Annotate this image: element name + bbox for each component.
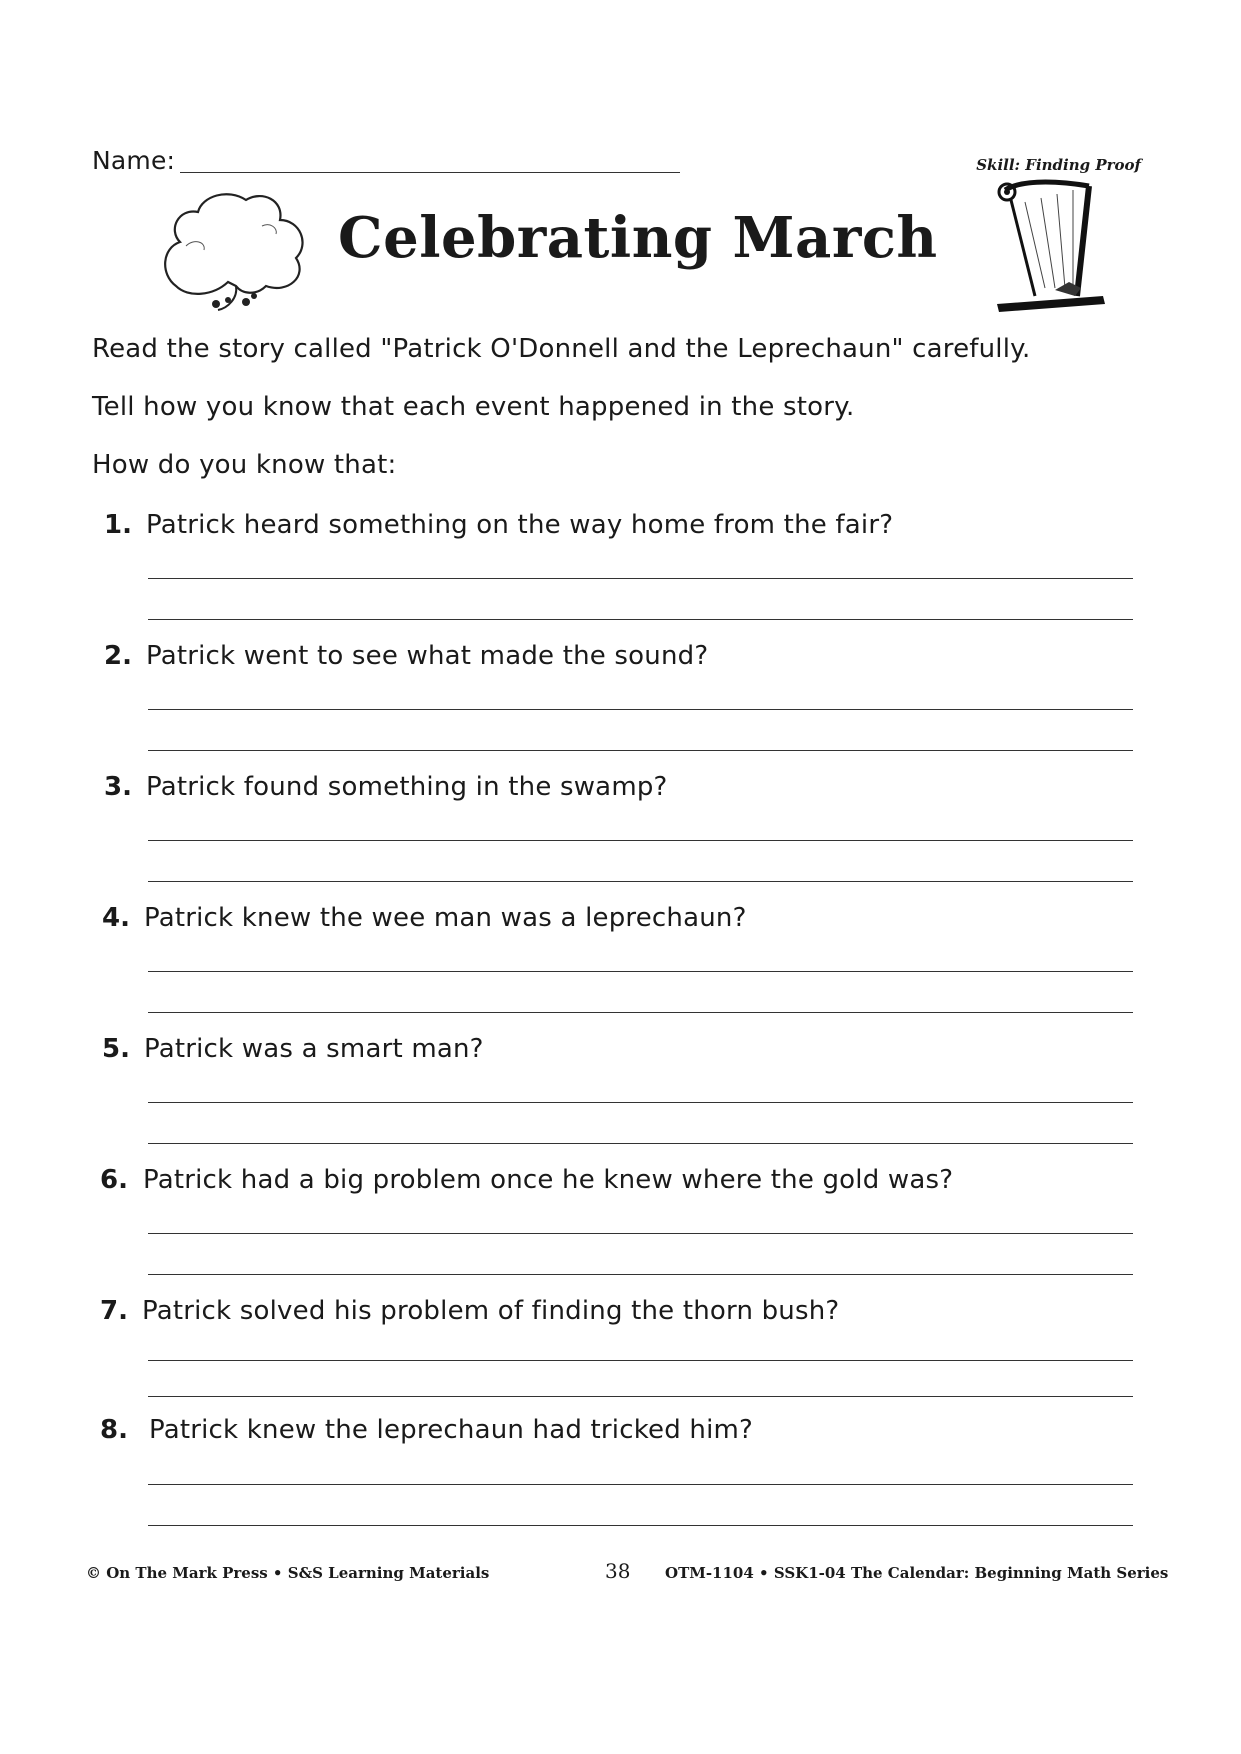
answer-line[interactable] [148,578,1133,579]
question-number: 2. [104,641,132,671]
question-number: 6. [100,1165,128,1195]
answer-line[interactable] [148,1102,1133,1103]
answer-line[interactable] [148,1396,1133,1397]
footer-publisher: © On The Mark Press • S&S Learning Materials [86,1564,490,1582]
answer-line[interactable] [148,619,1133,620]
question-number: 3. [104,772,132,802]
answer-line[interactable] [148,709,1133,710]
answer-line[interactable] [148,1274,1133,1275]
shamrock-icon [158,186,316,314]
name-field-line[interactable] [180,172,680,173]
question-number: 5. [102,1034,130,1064]
page-number: 38 [605,1559,631,1583]
answer-line[interactable] [148,1525,1133,1526]
answer-line[interactable] [148,1360,1133,1361]
answer-line[interactable] [148,750,1133,751]
question-text: Patrick went to see what made the sound? [146,641,709,671]
question-text: Patrick was a smart man? [144,1034,484,1064]
name-label: Name: [92,146,176,175]
answer-line[interactable] [148,881,1133,882]
footer-series: OTM-1104 • SSK1-04 The Calendar: Beginning Math Series [665,1564,1169,1582]
skill-label: Skill: Finding Proof [976,156,1141,174]
question-number: 1. [104,510,132,540]
question-number: 7. [100,1296,128,1326]
question-text: Patrick knew the wee man was a leprechaun? [144,903,747,933]
question-text: Patrick found something in the swamp? [146,772,668,802]
page-title: Celebrating March [338,205,938,271]
answer-line[interactable] [148,971,1133,972]
question-text: Patrick had a big problem once he knew where the gold was? [143,1165,954,1195]
question-number: 4. [102,903,130,933]
question-text: Patrick knew the leprechaun had tricked him? [149,1415,754,1445]
instruction-1: Read the story called "Patrick O'Donnell and the Leprechaun" carefully. [92,334,1031,364]
question-number: 8. [100,1415,128,1445]
question-text: Patrick heard something on the way home from the fair? [146,510,894,540]
answer-line[interactable] [148,1484,1133,1485]
instruction-3: How do you know that: [92,450,397,480]
answer-line[interactable] [148,1012,1133,1013]
harp-icon [995,178,1107,316]
answer-line[interactable] [148,1233,1133,1234]
instruction-2: Tell how you know that each event happened in the story. [92,392,855,422]
answer-line[interactable] [148,840,1133,841]
question-text: Patrick solved his problem of finding the thorn bush? [142,1296,840,1326]
answer-line[interactable] [148,1143,1133,1144]
